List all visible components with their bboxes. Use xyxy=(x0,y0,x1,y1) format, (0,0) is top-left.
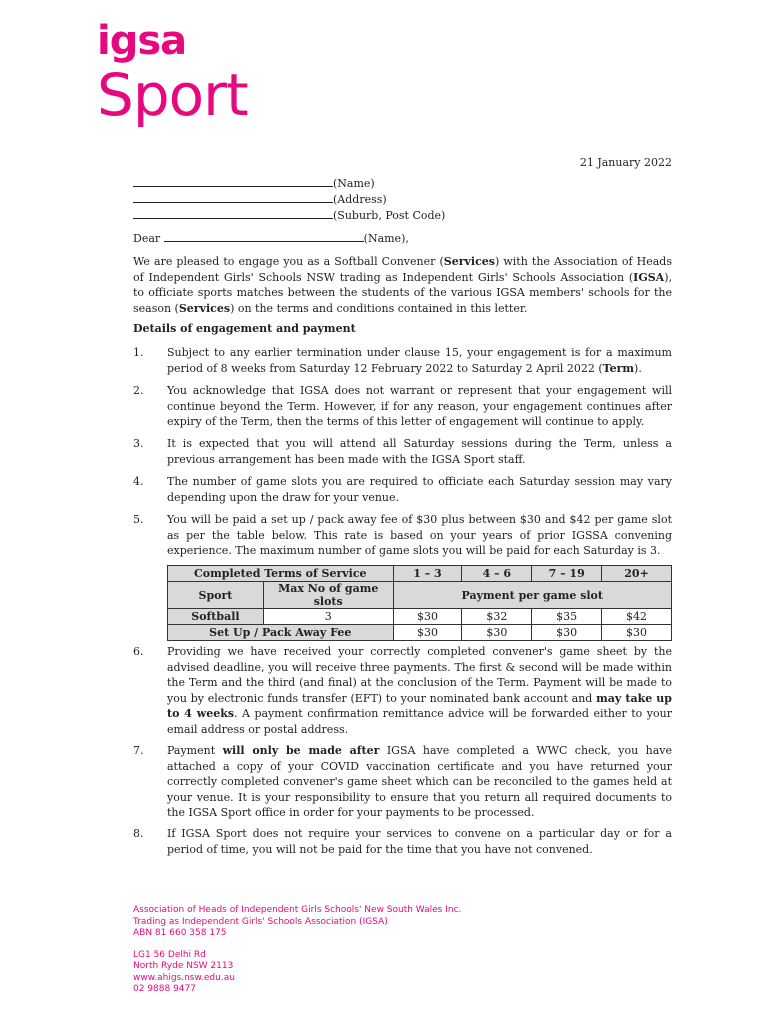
footer-org: Association of Heads of Independent Girls Schools' New South Wales Inc. xyxy=(133,905,462,915)
table-cell: $30 xyxy=(393,609,462,625)
name-blank[interactable] xyxy=(133,176,333,187)
footer-website[interactable]: www.ahigs.nsw.edu.au xyxy=(133,972,235,983)
table-cell: $42 xyxy=(602,609,672,625)
letter-date: 21 January 2022 xyxy=(579,156,672,169)
table-header-sport: Sport xyxy=(168,582,264,609)
table-cell-setup-label: Set Up / Pack Away Fee xyxy=(168,625,394,641)
fee-table xyxy=(167,565,672,641)
clause-text: If IGSA Sport does not require your services to convene on a particular day or for a period of time, you will not be paid for the time that you have not convened. xyxy=(167,827,672,856)
clause-text: Subject to any earlier termination under clause 15, your engagement is for a maximum period of 8 weeks from Saturday 12 February 2022 to Saturday 2 April 2022 ( xyxy=(167,346,672,375)
intro-text: We are pleased to engage you as a Softball Convener ( xyxy=(133,255,444,268)
suburb-blank[interactable] xyxy=(133,208,333,219)
intro-bold: Services xyxy=(178,301,231,315)
clause-2 xyxy=(133,383,672,430)
salutation xyxy=(133,231,409,245)
table-header-20plus: 20+ xyxy=(602,566,672,582)
footer-abn: ABN 81 660 358 175 xyxy=(133,928,227,938)
clause-8 xyxy=(133,826,672,857)
clause-number: 1. xyxy=(133,346,144,359)
table-row xyxy=(168,609,672,625)
clause-6 xyxy=(133,644,672,737)
clause-bold: may take up to 4 weeks xyxy=(167,691,672,720)
clause-text: You will be paid a set up / pack away fee of $30 plus between $30 and $42 per game slot as per the table below. This rate is based on your years of prior IGSSA convening experience. The maximum number of game slots you will be paid for each Saturday is 3. xyxy=(167,513,672,557)
table-header-max-slots: Max No of game slots xyxy=(263,582,393,609)
clause-text: It is expected that you will attend all Saturday sessions during the Term, unless a previous arrangement has been made with the IGSA Sport staff. xyxy=(167,437,672,466)
table-header-4-6: 4 – 6 xyxy=(462,566,532,582)
clause-text: ). xyxy=(634,361,642,375)
clause-text: The number of game slots you are required to officiate each Saturday session may vary depending upon the draw for your venue. xyxy=(167,475,672,504)
clause-4 xyxy=(133,474,672,505)
clause-bold: will only be made after xyxy=(222,744,380,757)
footer-street: LG1 56 Delhi Rd xyxy=(133,949,206,960)
table-header-7-19: 7 – 19 xyxy=(532,566,602,582)
igsa-sport-logo xyxy=(97,18,248,129)
table-row xyxy=(168,625,672,641)
intro-text: ) on the terms and conditions contained in this letter. xyxy=(230,301,528,315)
address-label: (Address) xyxy=(333,193,387,206)
clause-text: IGSA have completed a WWC check, you have attached a copy of your COVID vaccination certificate and you have returned your correctly completed convener's game sheet which can be reconciled to the games held at your venue. It is your responsibility to ensure that you return all required documents to the IGSA Sport office in order for your payments to be processed. xyxy=(167,744,673,819)
logo-line-1: igsa xyxy=(97,18,187,64)
table-header-terms: Completed Terms of Service xyxy=(168,566,394,582)
intro-paragraph xyxy=(133,254,672,316)
logo-line-2: Sport xyxy=(97,61,248,129)
clause-number: 6. xyxy=(133,645,144,658)
clause-1 xyxy=(133,345,672,376)
clause-number: 7. xyxy=(133,744,144,757)
clause-text: You acknowledge that IGSA does not warrant or represent that your engagement will continue beyond the Term. However, if for any reason, your engagement continues after expiry of the Term, then the terms of this letter of engagement will continue to apply. xyxy=(167,384,672,428)
table-cell: $30 xyxy=(462,625,532,641)
table-cell-sport: Softball xyxy=(168,609,264,625)
clause-bold: Term xyxy=(602,361,635,375)
clause-text: Providing we have received your correctly completed convener's game sheet by the advised deadline, you will receive three payments. The first & second will be made within the Term and the third (and final) at the conclusion of the Term. Payment will be made to you by electronic funds transfer (EFT) to your nominated bank account and xyxy=(167,645,672,705)
clause-7 xyxy=(133,743,672,821)
footer-suburb: North Ryde NSW 2113 xyxy=(133,961,234,971)
intro-bold: Services xyxy=(443,255,495,268)
clause-number: 4. xyxy=(133,475,144,488)
section-heading: Details of engagement and payment xyxy=(133,322,356,335)
footer xyxy=(133,905,461,996)
clause-3 xyxy=(133,436,672,467)
intro-bold: IGSA xyxy=(633,270,665,284)
table-cell: $30 xyxy=(602,625,672,641)
salutation-name-label: (Name), xyxy=(363,232,409,245)
clause-number: 8. xyxy=(133,827,144,840)
table-cell: $32 xyxy=(462,609,532,625)
table-cell: $30 xyxy=(393,625,462,641)
table-cell: $30 xyxy=(532,625,602,641)
table-header-1-3: 1 – 3 xyxy=(393,566,462,582)
footer-trading: Trading as Independent Girls' Schools Association (IGSA) xyxy=(133,916,388,927)
clause-number: 3. xyxy=(133,437,144,450)
clause-text: Payment xyxy=(167,744,223,757)
clause-number: 5. xyxy=(133,513,144,526)
table-header-payment: Payment per game slot xyxy=(393,582,671,609)
suburb-label: (Suburb, Post Code) xyxy=(333,209,446,222)
name-label: (Name) xyxy=(333,177,375,190)
footer-phone: 02 9888 9477 xyxy=(133,984,196,994)
address-blank[interactable] xyxy=(133,192,333,203)
table-row xyxy=(168,582,672,609)
table-cell: $35 xyxy=(532,609,602,625)
intro-text: ) with the Association of Heads of Independent Girls' Schools NSW trading as Independent Girls' Schools Association ( xyxy=(133,255,672,284)
dear-word: Dear xyxy=(133,232,161,245)
clause-5 xyxy=(133,512,672,559)
clause-number: 2. xyxy=(133,384,144,397)
salutation-name-blank[interactable] xyxy=(164,231,364,242)
clause-text: . A payment confirmation remittance advice will be forwarded either to your email address or postal address. xyxy=(167,707,672,736)
address-block xyxy=(133,176,445,224)
intro-text: ), to officiate sports matches between the students of the various IGSA members' schools for the season ( xyxy=(133,270,672,315)
table-row xyxy=(168,566,672,582)
table-cell-max: 3 xyxy=(263,609,393,625)
